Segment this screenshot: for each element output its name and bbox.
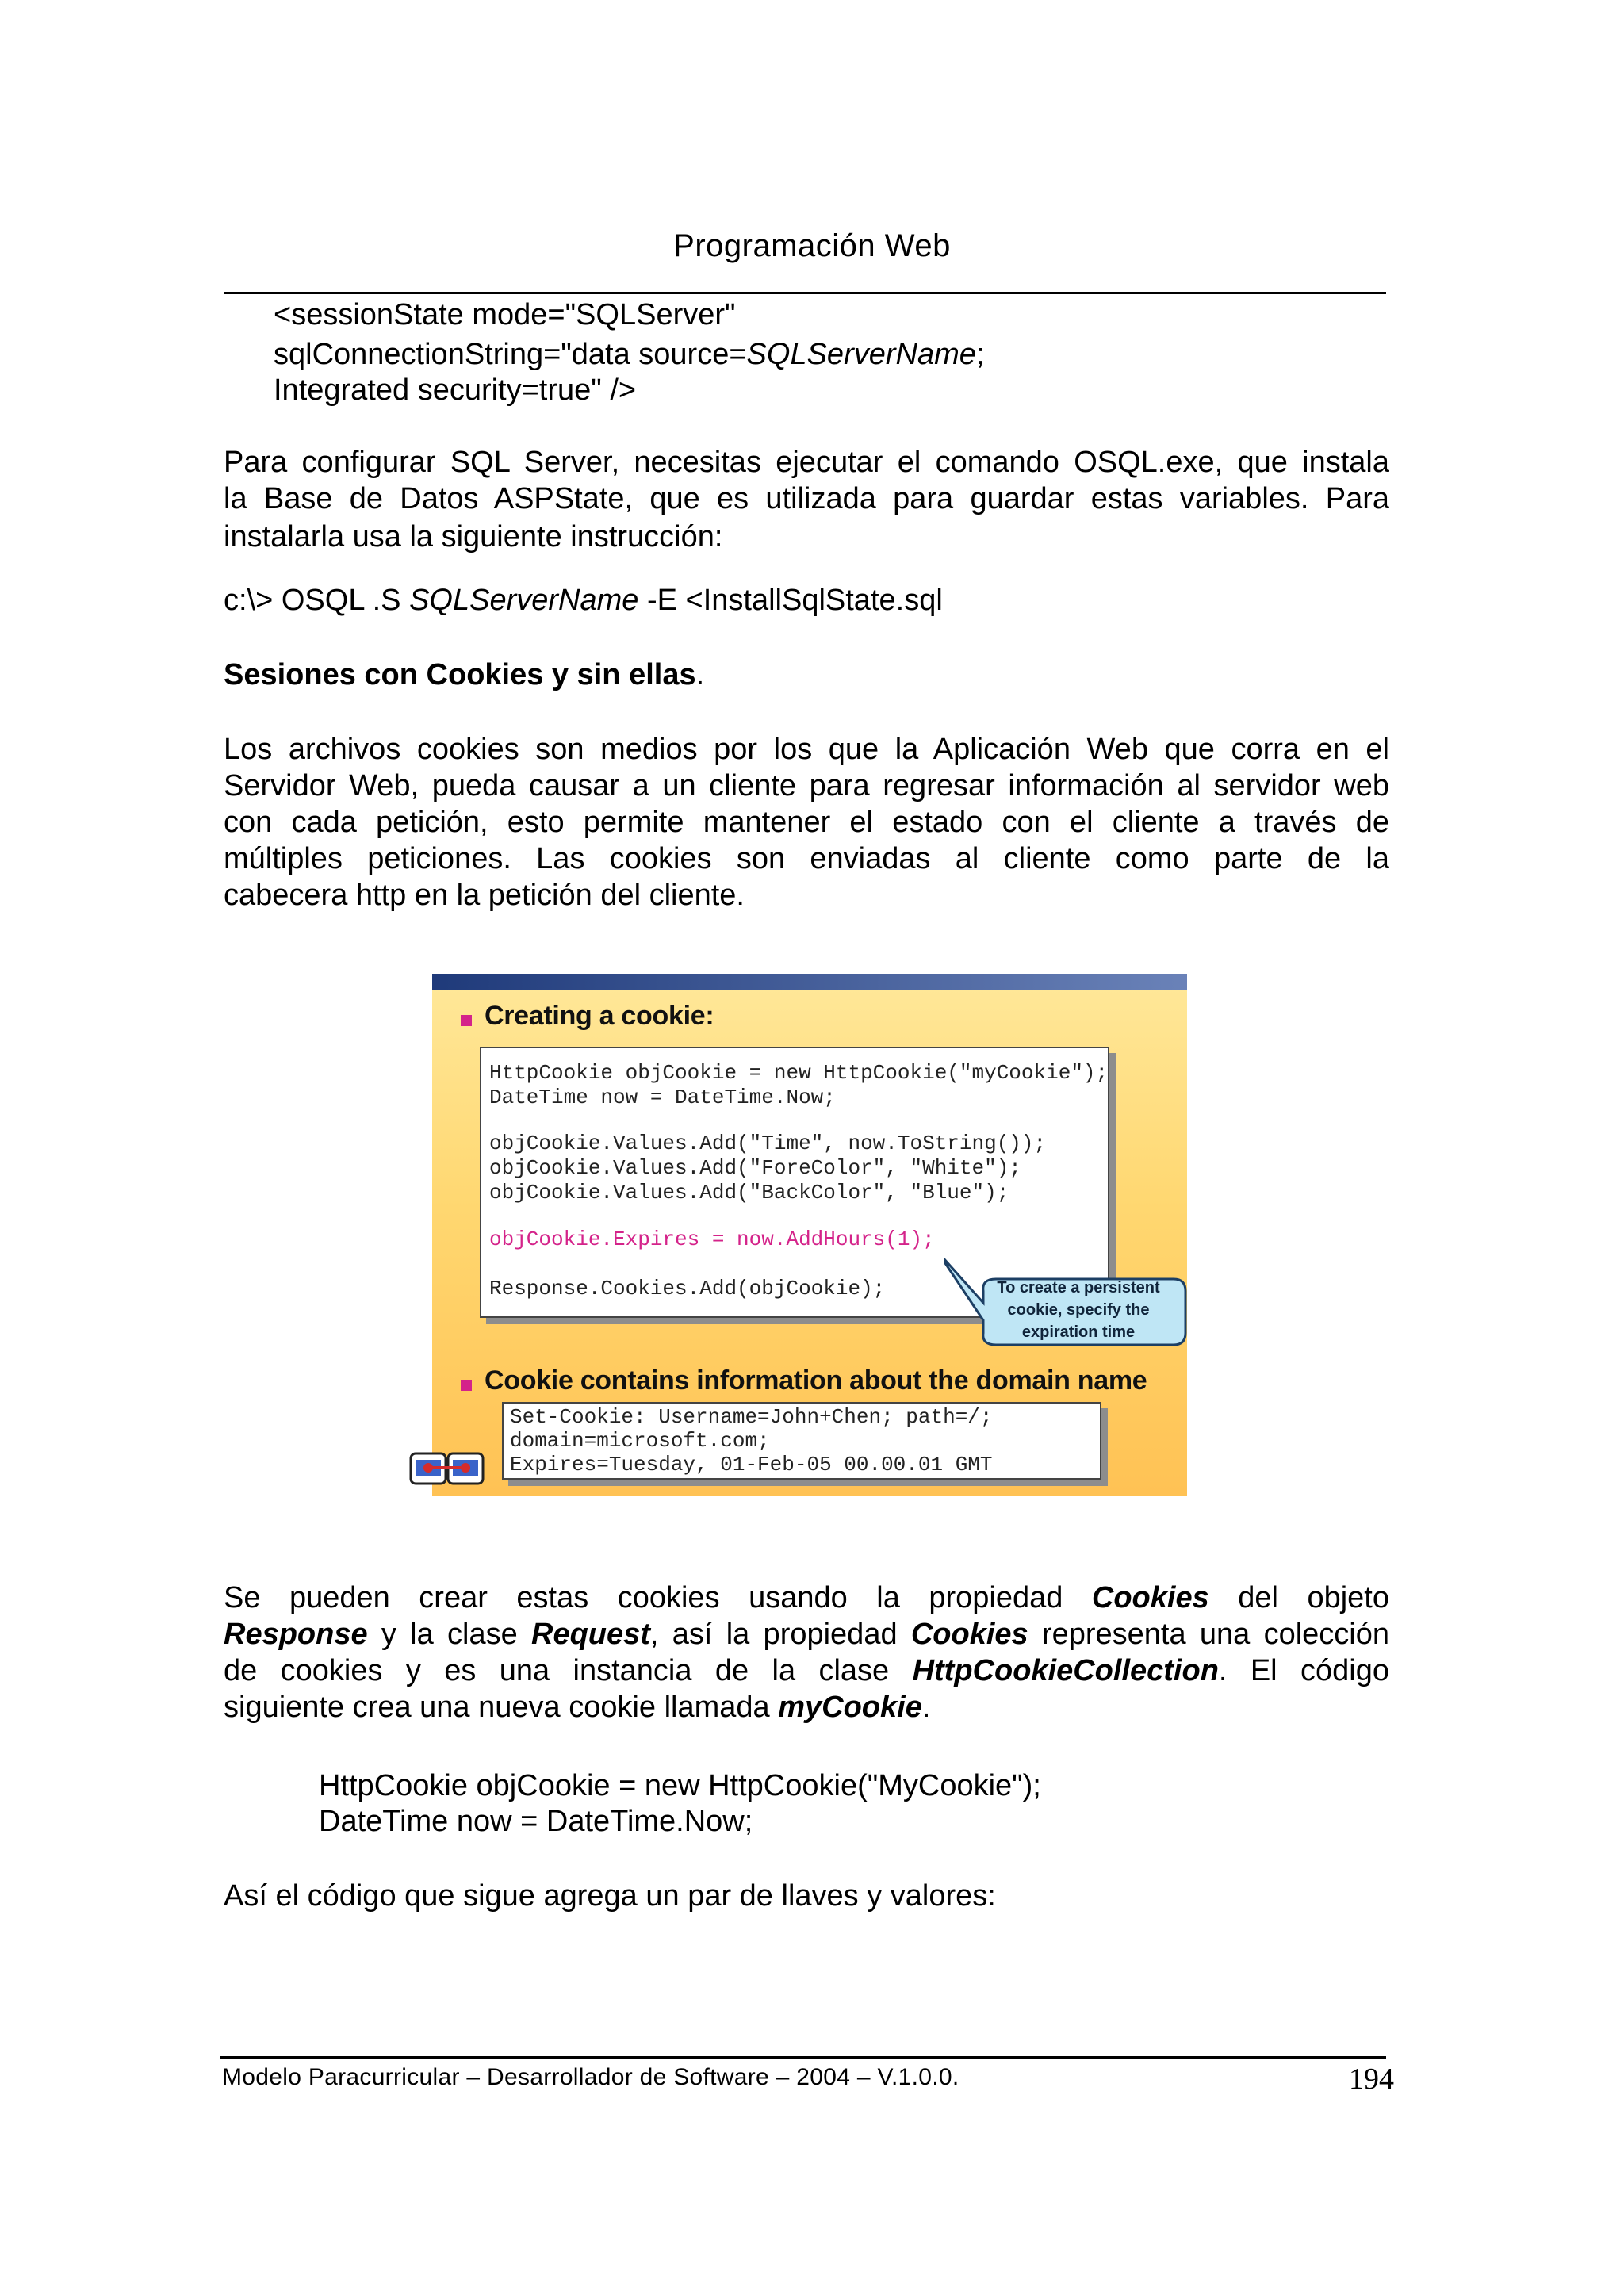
callout-line-1: To create a persistent bbox=[997, 1279, 1160, 1296]
footer-text: Modelo Paracurricular – Desarrollador de Software – 2004 – V.1.0.0. bbox=[222, 2064, 959, 2090]
footer-rule bbox=[220, 2056, 1386, 2059]
slide-code-line-6: objCookie.Values.Add("BackColor", "Blue"); bbox=[489, 1181, 1009, 1204]
paragraph-cookies-line-3: con cada petición, esto permite mantener el estado con el cliente a través de bbox=[224, 806, 1389, 839]
paragraph-cookies-line-5: cabecera http en la petición del cliente. bbox=[224, 879, 745, 912]
slide-code-line-1: HttpCookie objCookie = new HttpCookie("myCookie"); bbox=[489, 1061, 1109, 1085]
section-heading-text: Sesiones con Cookies y sin ellas bbox=[224, 658, 696, 691]
setcookie-line-3: Expires=Tuesday, 01-Feb-05 00.00.01 GMT bbox=[510, 1453, 993, 1476]
paragraph-create-line-3: de cookies y es una instancia de la clase HttpCookieCollection. El código bbox=[224, 1654, 1389, 1687]
paragraph-config-line-2: la Base de Datos ASPState, que es utilizada para guardar estas variables. Para bbox=[224, 482, 1389, 515]
setcookie-line-2: domain=microsoft.com; bbox=[510, 1429, 770, 1453]
slide-setcookie-box bbox=[502, 1402, 1101, 1480]
paragraph-pairs bbox=[224, 1878, 1389, 1914]
header-rule bbox=[224, 292, 1386, 294]
paragraph-create-cookies bbox=[224, 1580, 1389, 1725]
running-header: Programación Web bbox=[673, 228, 951, 263]
presentation-logo-icon bbox=[408, 1450, 488, 1489]
callout-line-2: cookie, specify the bbox=[1007, 1301, 1150, 1319]
config-code-line-2-post: ; bbox=[975, 338, 985, 371]
cookie-slide-figure bbox=[432, 974, 1187, 1496]
slide-code-line-expires: objCookie.Expires = now.AddHours(1); bbox=[489, 1227, 935, 1251]
paragraph-create-line-1: Se pueden crear estas cookies usando la propiedad Cookies del objeto bbox=[224, 1581, 1389, 1614]
paragraph-cookies-line-4: múltiples peticiones. Las cookies son enviadas al cliente como parte de la bbox=[224, 842, 1389, 875]
sample-code-line-1: HttpCookie objCookie = new HttpCookie("MyCookie"); bbox=[319, 1769, 1041, 1802]
callout-text bbox=[979, 1277, 1178, 1343]
config-code-line-2-pre: sqlConnectionString="data source= bbox=[274, 338, 747, 371]
slide-title-band bbox=[432, 974, 1187, 990]
config-code-line-1: <sessionState mode="SQLServer" bbox=[274, 298, 736, 331]
slide-code-line-2: DateTime now = DateTime.Now; bbox=[489, 1086, 836, 1109]
slide-code-line-4: objCookie.Values.Add("Time", now.ToString()); bbox=[489, 1132, 1047, 1155]
section-heading-period: . bbox=[695, 658, 705, 691]
page-number: 194 bbox=[1349, 2062, 1394, 2096]
config-code-line-2 bbox=[274, 335, 984, 373]
callout-line-3: expiration time bbox=[1021, 1323, 1136, 1341]
config-code-server-name: SQLServerName bbox=[746, 338, 976, 371]
paragraph-pairs-text: Así el código que sigue agrega un par de llaves y valores: bbox=[224, 1879, 996, 1913]
setcookie-line-1: Set-Cookie: Username=John+Chen; path=/; bbox=[510, 1405, 993, 1429]
osql-command-pre: c:\> OSQL .S bbox=[224, 584, 410, 617]
section-heading bbox=[224, 658, 704, 692]
osql-command-post: -E <InstallSqlState.sql bbox=[638, 584, 943, 617]
paragraph-config-sql bbox=[224, 444, 1389, 555]
osql-command-server-name: SQLServerName bbox=[409, 584, 639, 617]
paragraph-cookies-line-2: Servidor Web, pueda causar a un cliente para regresar información al servidor web bbox=[224, 769, 1389, 802]
sample-code-line-2: DateTime now = DateTime.Now; bbox=[319, 1805, 753, 1838]
slide-heading-creating-cookie: Creating a cookie: bbox=[485, 1001, 714, 1031]
slide-bullet-2 bbox=[461, 1380, 472, 1391]
slide-code-line-response: Response.Cookies.Add(objCookie); bbox=[489, 1277, 886, 1300]
paragraph-cookies bbox=[224, 731, 1389, 913]
paragraph-config-line-3: instalarla usa la siguiente instrucción: bbox=[224, 520, 723, 553]
paragraph-create-line-2: Response y la clase Request, así la propiedad Cookies representa una colección bbox=[224, 1618, 1389, 1651]
paragraph-create-line-4: siguiente crea una nueva cookie llamada myCookie. bbox=[224, 1691, 931, 1724]
slide-code-line-5: objCookie.Values.Add("ForeColor", "White"); bbox=[489, 1156, 1021, 1180]
paragraph-cookies-line-1: Los archivos cookies son medios por los que la Aplicación Web que corra en el bbox=[224, 733, 1389, 766]
slide-bullet-1 bbox=[461, 1015, 472, 1026]
slide-heading-domain: Cookie contains information about the domain name bbox=[485, 1365, 1147, 1396]
config-code-line-3: Integrated security=true" /> bbox=[274, 373, 637, 407]
osql-command bbox=[224, 581, 943, 619]
paragraph-config-line-1: Para configurar SQL Server, necesitas ejecutar el comando OSQL.exe, que instala bbox=[224, 446, 1389, 479]
